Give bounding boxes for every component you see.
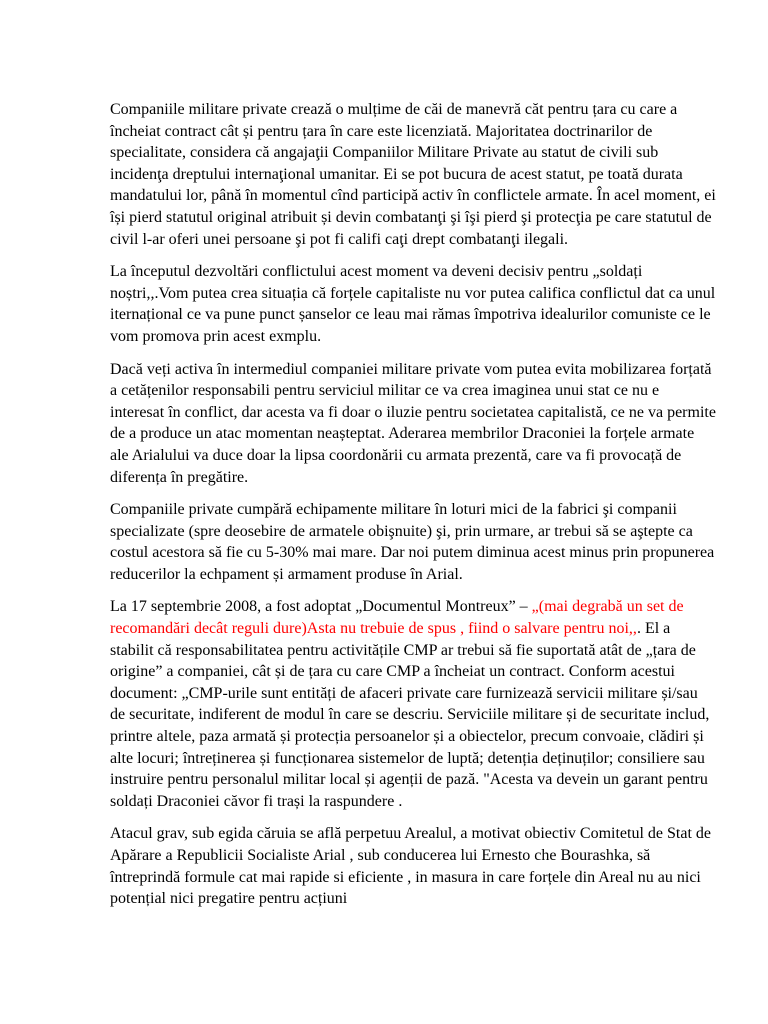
- montreux-intro-text: La 17 septembrie 2008, a fost adoptat „Documentul Montreux” –: [110, 598, 532, 616]
- paragraph-pmc-civilian-status: Companiile militare private crează o mulțime de căi de manevră căt pentru țara cu care a încheiat contract cât și pentru țara în care este licenziată. Majoritatea doctrinarilor de specialitate, considera că angajaţii Companiilor Militare Private au statut de civili sub incidenţa dreptului internaţional umanitar. Ei se pot bucura de acest statut, pe toată durata mandatului lor, până în momentul cînd participă activ în conflictele armate. În acel moment, ei își pierd statutul original atribuit și devin combatanţi şi îşi pierd şi protecţia pe care statutul de civil l-ar oferi unei persoane şi pot fi califi caţi drept combatanţi ilegali.: [110, 101, 716, 248]
- document-body: [110, 99, 716, 921]
- paragraph-conflict-beginning: La începutul dezvoltări conflictului acest moment va deveni decisiv pentru „soldați noștri,,.Vom putea crea situația că forțele capitaliste nu vor putea califica conflictul dat ca unul iternațional ce va pune punct șanselor ce leau mai rămas împotriva idealurilor comuniste ce le vom promova prin acest exmplu.: [110, 263, 716, 345]
- paragraph-attack: Atacul grav, sub egida căruia se află perpetuu Arealul, a motivat obiectiv Comitetul de Stat de Apărare a Republicii Socialiste Arial , sub conducerea lui Ernesto che Bourashka, să întreprindă formule cat mai rapide si eficiente , in masura in care forțele din Areal nu au nici potențial nici pregatire pentru acțiuni: [110, 825, 711, 908]
- paragraph-mobilization: Dacă veți activa în intermediul companiei militare private vom putea evita mobilizarea forțată a cetățenilor responsabili pentru serviciul militar ce va crea imaginea unui stat ce nu e interesat în conflict, dar acesta va fi doar o iluzie pentru societatea capitalistă, ce ne va permite de a produce un atac momentan neașteptat. Aderarea membrilor Draconiei la forțele armate ale Arialului va duce doar la lipsa coordonării cu armata prezentă, care va fi provocață de diferența în pregătire.: [110, 360, 716, 486]
- montreux-red-note: „(mai degrabă un set de recomandări decât reguli dure)Asta nu trebuie de spus , fiind o salvare pentru noi,,: [110, 598, 684, 638]
- montreux-body-text: . El a stabilit că responsabilitatea pentru activitățile CMP ar trebui să fie suportată atât de „țara de origine” a companiei, cât și de țara cu care CMP a încheiat un contract. Conform acestui document: „CMP-urile sunt entități de afaceri private care furnizează servicii militare și/sau de securitate, indiferent de modul în care se descriu. Serviciile militare și de securitate includ, printre altele, paza armată și protecția persoanelor și a obiectelor, precum convoaie, clădiri și alte locuri; întreținerea și funcționarea sistemelor de luptă; detenția deținuților; consiliere sau instruire pentru personalul militar local și agenții de pază. "Acesta va devein un garant pentru soldați Draconiei căvor fi trași la raspundere .: [110, 620, 710, 810]
- paragraph-equipment-costs: Companiile private cumpără echipamente militare în loturi mici de la fabrici şi companii specializate (spre deosebire de armatele obişnuite) şi, prin urmare, ar trebui să se aştepte ca costul acestora să fie cu 5-30% mai mare. Dar noi putem diminua acest minus prin propunerea reducerilor la echpament și armament produse în Arial.: [110, 501, 715, 583]
- paragraph-montreux-document: [110, 596, 716, 812]
